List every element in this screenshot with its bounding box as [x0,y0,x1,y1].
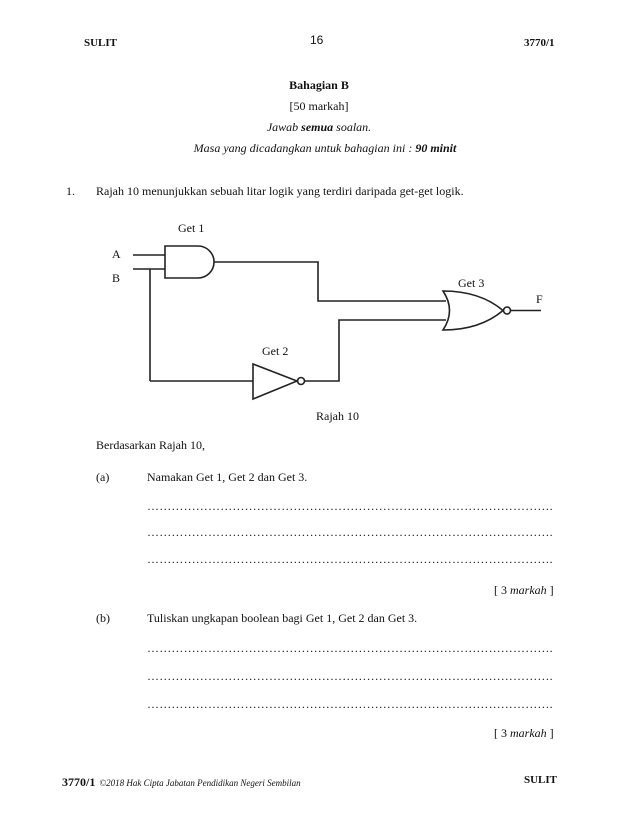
part-b-answer-line-2[interactable]: ………………………………………………………………………………………. [147,669,553,683]
part-a-answer-line-1[interactable]: ………………………………………………………………………………………. [147,499,553,513]
time-emphasis: 90 minit [415,141,457,155]
part-a-label: (a) [96,470,110,484]
part-b-text: Tuliskan ungkapan boolean bagi Get 1, Get 2 dan Get 3. [147,611,418,625]
label-output-f: F [536,292,543,306]
get3-inversion-bubble [504,307,511,314]
label-get1: Get 1 [178,221,205,235]
instruction-text: Jawab [266,120,302,134]
marks-word: markah [510,726,547,740]
marks-open: [ 3 [494,583,510,597]
marks-word: markah [510,583,547,597]
marks-open: [ 3 [494,726,510,740]
part-b-marks [494,726,554,741]
get2-not-gate [253,364,297,399]
part-a-marks [494,583,554,598]
part-b-label: (b) [96,611,110,625]
label-get2: Get 2 [262,344,289,358]
section-marks: [50 markah] [289,99,349,113]
label-input-a: A [112,247,121,261]
get2-output-wire [305,320,446,381]
footer-paper-code: 3770/1 [62,775,96,789]
footer-copyright-line [62,773,301,791]
header-classification: SULIT [84,37,118,49]
question-number: 1. [66,184,75,198]
question-text: Rajah 10 menunjukkan sebuah litar logik yang terdiri daripada get-get logik. [96,184,464,198]
marks-close: ] [546,726,554,740]
get1-and-gate [165,246,214,278]
get1-output-wire [214,262,446,301]
based-on-text: Berdasarkan Rajah 10, [96,438,205,452]
part-b-answer-line-3[interactable]: ………………………………………………………………………………………. [147,697,553,711]
page-number: 16 [310,33,324,47]
instruction-emphasis: semua [301,120,334,134]
part-a-answer-line-2[interactable]: ………………………………………………………………………………………. [147,525,553,539]
part-a-answer-line-3[interactable]: ………………………………………………………………………………………. [147,552,553,566]
footer-copyright: ©2018 Hak Cipta Jabatan Pendidikan Negeri Sembilan [99,778,301,788]
get3-nor-gate [443,291,503,330]
part-b-answer-line-1[interactable]: ………………………………………………………………………………………. [147,641,553,655]
label-get3: Get 3 [458,276,485,290]
marks-close: ] [546,583,554,597]
part-a-text: Namakan Get 1, Get 2 dan Get 3. [147,470,308,484]
label-input-b: B [112,271,121,285]
section-title: Bahagian B [289,78,349,92]
footer-classification: SULIT [524,774,558,786]
header-paper-code: 3770/1 [524,37,555,49]
diagram-caption: Rajah 10 [316,409,359,423]
instruction-text-end: soalan. [333,120,372,134]
time-text: Masa yang dicadangkan untuk bahagian ini : [193,141,416,155]
